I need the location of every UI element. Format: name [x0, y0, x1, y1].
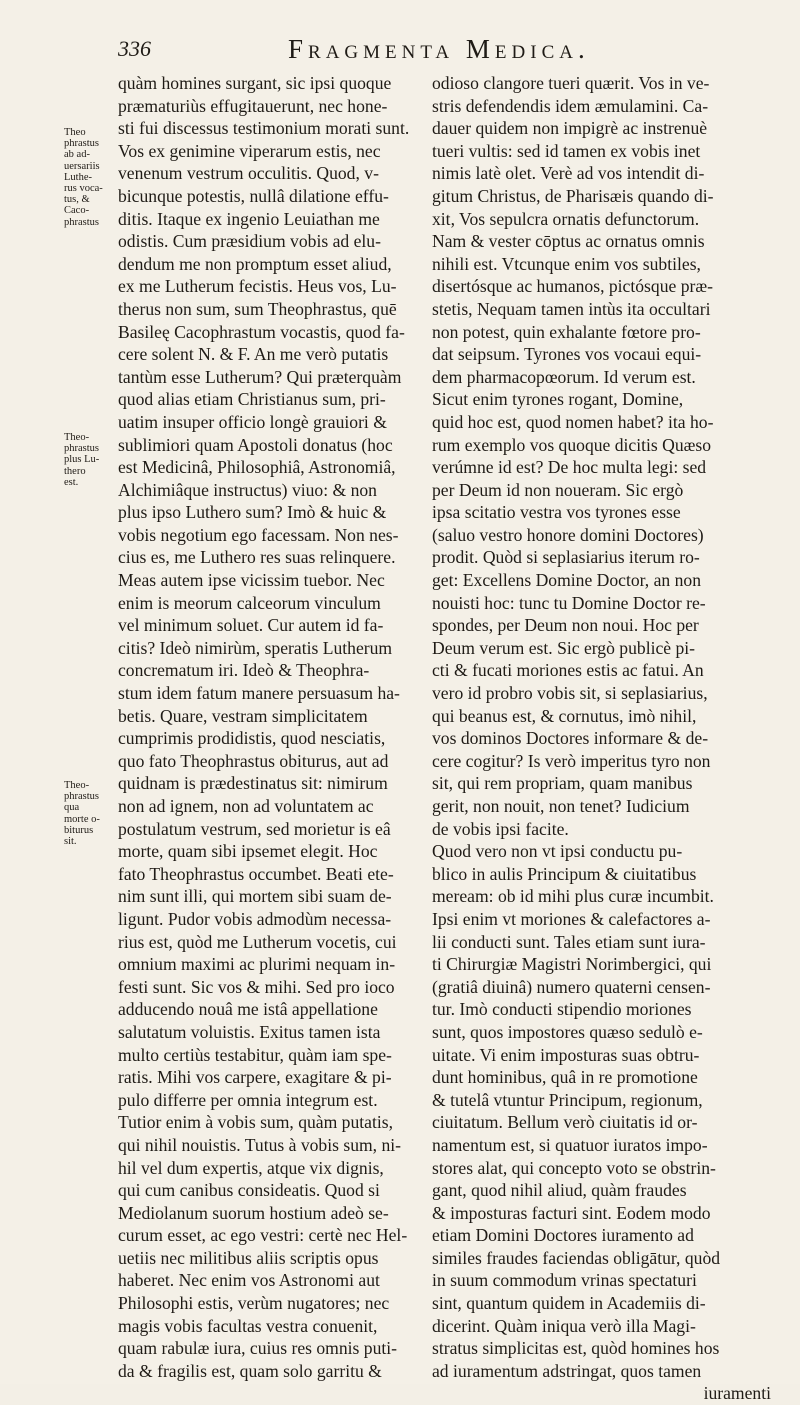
text-line: spondes, per Deum non noui. Hoc per — [432, 615, 699, 636]
text-line: præmaturiùs effugitauerunt, nec hone- — [118, 95, 388, 116]
margin-note-line: uersariis — [64, 160, 100, 172]
text-line: est Medicinâ, Philosophiâ, Astronomiâ, — [118, 457, 396, 478]
text-line: Alchimiâque instructus) viuo: & non — [118, 479, 377, 500]
text-line: haberet. Nec enim vos Astronomi aut — [118, 1270, 380, 1291]
text-line: omnium maximi ac plurimi nequam in- — [118, 954, 396, 975]
text-line: sti fui discessus testimonium morati sunt. — [118, 118, 410, 139]
catchword: iuramenti — [703, 1383, 771, 1404]
text-line: dat seipsum. Tyrones vos vocaui equi- — [432, 344, 702, 365]
text-line: postulatum vestrum, sed morietur is eâ — [118, 818, 391, 839]
margin-note-line: phrastus — [64, 138, 99, 150]
text-line: Philosophi estis, verùm nugatores; nec — [118, 1293, 390, 1314]
margin-note-line: plus Lu- — [64, 454, 100, 466]
text-line: Ipsi enim vt moriones & calefactores a- — [432, 908, 711, 929]
text-line: tueri vultis: sed id tamen ex vobis inet — [432, 140, 701, 161]
margin-note-line: ab ad- — [64, 149, 90, 161]
text-line: dauer quidem non impigrè ac instrenuè — [432, 118, 708, 139]
text-line: Mediolanum suorum hostium adeò se- — [118, 1202, 389, 1223]
page-number: 336 — [118, 36, 151, 61]
text-line: per Deum id non noueram. Sic ergò — [432, 479, 684, 500]
text-line: pulo differre per omnia integrum est. — [118, 1089, 378, 1110]
text-line: stratus simplicitas est, quòd homines hos — [432, 1338, 720, 1359]
text-line: salutatum voluistis. Exitus tamen ista — [118, 1021, 381, 1042]
margin-note-line: thero — [64, 465, 86, 477]
text-line: Nam & vester cōptus ac ornatus omnis — [432, 231, 705, 252]
text-line: Basileę Cacophrastum vocastis, quod fa- — [118, 321, 405, 342]
margin-note-line: Theo- — [64, 432, 90, 443]
margin-note-line: est. — [64, 476, 79, 488]
text-line: Vos ex genimine viperarum estis, nec — [118, 140, 381, 161]
text-line: dendum me non promptum esset aliud, — [118, 253, 392, 274]
margin-note-line: Luthe- — [64, 171, 92, 183]
margin-note-line: phrastus — [64, 791, 99, 803]
text-line: gitum Christus, de Pharisæis quando di- — [432, 185, 714, 206]
text-line: qui cum canibus consideatis. Quod si — [118, 1180, 380, 1201]
text-line: ciuitatum. Bellum verò ciuitatis id or- — [432, 1112, 698, 1133]
text-line: sint, quantum quidem in Academiis di- — [432, 1293, 706, 1314]
text-line: de vobis ipsi facite. — [432, 818, 569, 839]
text-line: (saluo vestro honore domini Doctores) — [432, 524, 704, 545]
text-line: gerit, non nouit, non tenet? Iudicium — [432, 796, 690, 816]
text-line: quid hoc est, quod nomen habet? ita ho- — [432, 411, 714, 432]
text-line: qui beanus est, & cornutus, imò nihil, — [432, 705, 697, 726]
text-line: dem pharmacopœorum. Id verum est. — [432, 366, 696, 387]
text-line: Sicut enim tyrones rogant, Domine, — [432, 389, 684, 410]
text-line: & imposturas facturi sint. Eodem modo — [432, 1202, 711, 1223]
text-column-right — [432, 72, 777, 1405]
text-line: multo certiùs testabitur, quàm iam spe- — [118, 1044, 392, 1065]
text-line: sit, qui rem propriam, quam manibus — [432, 773, 693, 794]
text-line: nouisti hoc: tunc tu Domine Doctor re- — [432, 592, 706, 613]
text-line: uetiis nec militibus aliis scriptis opus — [118, 1247, 379, 1268]
margin-note-line: phrastus — [64, 216, 99, 228]
text-line: venenum vestrum occulitis. Quod, v- — [118, 163, 379, 184]
margin-note-line: morte o- — [64, 813, 100, 825]
text-line: plus ipso Luthero sum? Imò & huic & — [118, 502, 387, 523]
text-line: sunt, quos impostores quæso sedulò e- — [432, 1021, 703, 1042]
text-line: uitate. Vi enim imposturas suas obtru- — [432, 1044, 700, 1065]
text-line: qui nihil nouistis. Tutus à vobis sum, ni- — [118, 1134, 402, 1155]
text-line: stris defendendis idem æmulamini. Ca- — [432, 95, 709, 116]
text-line: Meas autem ipse vicissim tuebor. Nec — [118, 570, 385, 591]
text-line: verúmne id est? De hoc multa legi: sed — [432, 457, 707, 478]
text-line: quam rabulæ iura, cuius res omnis puti- — [118, 1338, 398, 1359]
text-line: bicunque potestis, nullâ dilatione effu- — [118, 185, 389, 206]
text-line: non ad ignem, non ad voluntatem ac — [118, 796, 374, 816]
margin-note-line: tus, & — [64, 194, 90, 206]
text-line: meream: ob id mihi plus curæ incumbit. — [432, 886, 714, 907]
text-line: & tutelâ vtuntur Principum, regionum, — [432, 1089, 703, 1110]
text-line: cumprimis prodidistis, quod nesciatis, — [118, 728, 386, 749]
text-line: hil vel dum expertis, atque vix dignis, — [118, 1157, 384, 1178]
text-line: vobis negotium ego facessam. Non nes- — [118, 524, 399, 545]
text-line: ad iuramentum adstringat, quos tamen — [432, 1360, 702, 1381]
text-column-left — [118, 72, 418, 1382]
text-line: cius es, me Luthero res suas relinquere. — [118, 547, 396, 568]
text-line: Tutior enim à vobis sum, quàm putatis, — [118, 1112, 393, 1133]
margin-note-line: biturus — [64, 824, 94, 836]
text-line: gant, quod nihil aliud, quàm fraudes — [432, 1180, 687, 1201]
text-line: da & fragilis est, quam solo garritu & — [118, 1360, 382, 1381]
running-title: Fragmenta Medica. — [288, 34, 590, 64]
margin-note-1 — [64, 127, 114, 228]
margin-note-line: Caco- — [64, 205, 90, 217]
text-line: quàm homines surgant, sic ipsi quoque — [118, 73, 392, 93]
text-line: enim is meorum calceorum vinculum — [118, 592, 381, 613]
text-line: (gratiâ diuinâ) numero quaterni censen- — [432, 976, 711, 997]
margin-note-line: Theo- — [64, 780, 90, 791]
text-line: disertósque ac humanos, pictósque præ- — [432, 276, 713, 297]
text-line: quo fato Theophrastus obiturus, aut ad — [118, 750, 389, 771]
text-line: nihili est. Vtcunque enim vos subtiles, — [432, 253, 701, 274]
text-line: namentum est, si quatuor iuratos impo- — [432, 1134, 708, 1155]
text-line: non potest, quin exhalante fœtore pro- — [432, 321, 701, 342]
text-line: xit, Vos sepulcra ornatis defunctorum. — [432, 208, 700, 229]
text-line: sublimiori quam Apostoli donatus (hoc — [118, 434, 393, 455]
text-line: similes fraudes faciendas obligātur, quòd — [432, 1247, 721, 1268]
text-line: rum exemplo vos quoque dicitis Quæso — [432, 434, 712, 455]
margin-note-line: qua — [64, 802, 80, 814]
text-line: blico in aulis Principum & ciuitatibus — [432, 863, 697, 884]
text-line: ti Chirurgiæ Magistri Norimbergici, qui — [432, 954, 712, 975]
text-line: odistis. Cum præsidium vobis ad elu- — [118, 231, 381, 252]
text-line: curum esset, ac ego vestri: certè nec Hel- — [118, 1225, 408, 1246]
text-line: Quod vero non vt ipsi conductu pu- — [432, 841, 683, 862]
text-line: quod alias etiam Christianus sum, pri- — [118, 389, 386, 410]
text-line: therus non sum, sum Theophrastus, quē — [118, 298, 397, 319]
text-line: lii conducti sunt. Tales etiam sunt iura- — [432, 931, 706, 952]
text-line: ratis. Mihi vos carpere, exagitare & pi- — [118, 1067, 392, 1088]
text-line: get: Excellens Domine Doctor, an non — [432, 570, 701, 591]
text-line: stores alat, qui concepto voto se obstrin- — [432, 1157, 716, 1178]
text-line: betis. Quare, vestram simplicitatem — [118, 705, 368, 726]
margin-note-line: rus voca- — [64, 183, 103, 195]
text-line: prodit. Quòd si seplasiarius iterum ro- — [432, 547, 700, 568]
text-line: tantùm esse Lutherum? Qui præterquàm — [118, 366, 402, 387]
text-line: vero id probro vobis sit, si seplasiarius, — [432, 683, 708, 704]
text-line: cere cogitur? Is verò imperitus tyro non — [432, 750, 711, 771]
text-line: vel minimum soluet. Cur autem id fa- — [118, 615, 384, 636]
text-line: citis? Ideò nimirùm, speratis Lutherum — [118, 637, 393, 658]
text-line: stetis, Nequam tamen intùs ita occultari — [432, 298, 711, 319]
text-line: dunt hominibus, quâ in re promotione — [432, 1067, 698, 1088]
margin-note-3 — [64, 780, 114, 847]
text-line: cti & fucati moriones estis ac fatui. An — [432, 660, 704, 681]
margin-note-2 — [64, 432, 114, 488]
margin-note-line: Theo — [64, 127, 86, 138]
text-line: concrematum iri. Ideò & Theophra- — [118, 660, 370, 681]
text-line: festi sunt. Sic vos & mihi. Sed pro ioco — [118, 976, 395, 997]
text-line: vos dominos Doctores informare & de- — [432, 728, 709, 749]
text-line: odioso clangore tueri quærit. Vos in ve- — [432, 73, 710, 93]
page-header — [118, 34, 758, 70]
text-line: uatim insuper officio longè grauiori & — [118, 411, 387, 432]
text-line: nim sunt illi, qui mortem sibi suam de- — [118, 886, 392, 907]
margin-note-line: sit. — [64, 836, 77, 848]
text-line: stum idem fatum manere persuasum ha- — [118, 683, 400, 704]
text-line: ditis. Itaque ex ingenio Leuiathan me — [118, 208, 380, 229]
text-line: morte, quam sibi ipsemet elegit. Hoc — [118, 841, 378, 862]
text-line: quidnam is prædestinatus sit: nimirum — [118, 773, 388, 794]
text-line: adducendo nouâ me istâ appellatione — [118, 999, 378, 1020]
text-line: in suum commodum vrinas spectaturi — [432, 1270, 697, 1291]
text-line: cere solent N. & F. An me verò putatis — [118, 344, 389, 365]
text-line: ex me Lutherum fecistis. Heus vos, Lu- — [118, 276, 397, 297]
text-line: nimis latè olet. Verè ad vos intendit di- — [432, 163, 705, 184]
text-line: ligunt. Pudor vobis admodùm necessa- — [118, 908, 392, 929]
text-line: dicerint. Quàm iniqua verò illa Magi- — [432, 1315, 696, 1336]
margin-note-line: phrastus — [64, 443, 99, 455]
text-line: rius est, quòd me Lutherum vocetis, cui — [118, 931, 397, 952]
text-line: tur. Imò conducti stipendio moriones — [432, 999, 692, 1020]
text-line: magis vobis facultas vestra conuenit, — [118, 1315, 378, 1336]
text-line: ipsa scitatio vestra vos tyrones esse — [432, 502, 681, 523]
text-line: etiam Domini Doctores iuramento ad — [432, 1225, 694, 1246]
text-line: Deum verum est. Sic ergò publicè pi- — [432, 637, 696, 658]
text-line: fato Theophrastus occumbet. Beati ete- — [118, 863, 394, 884]
